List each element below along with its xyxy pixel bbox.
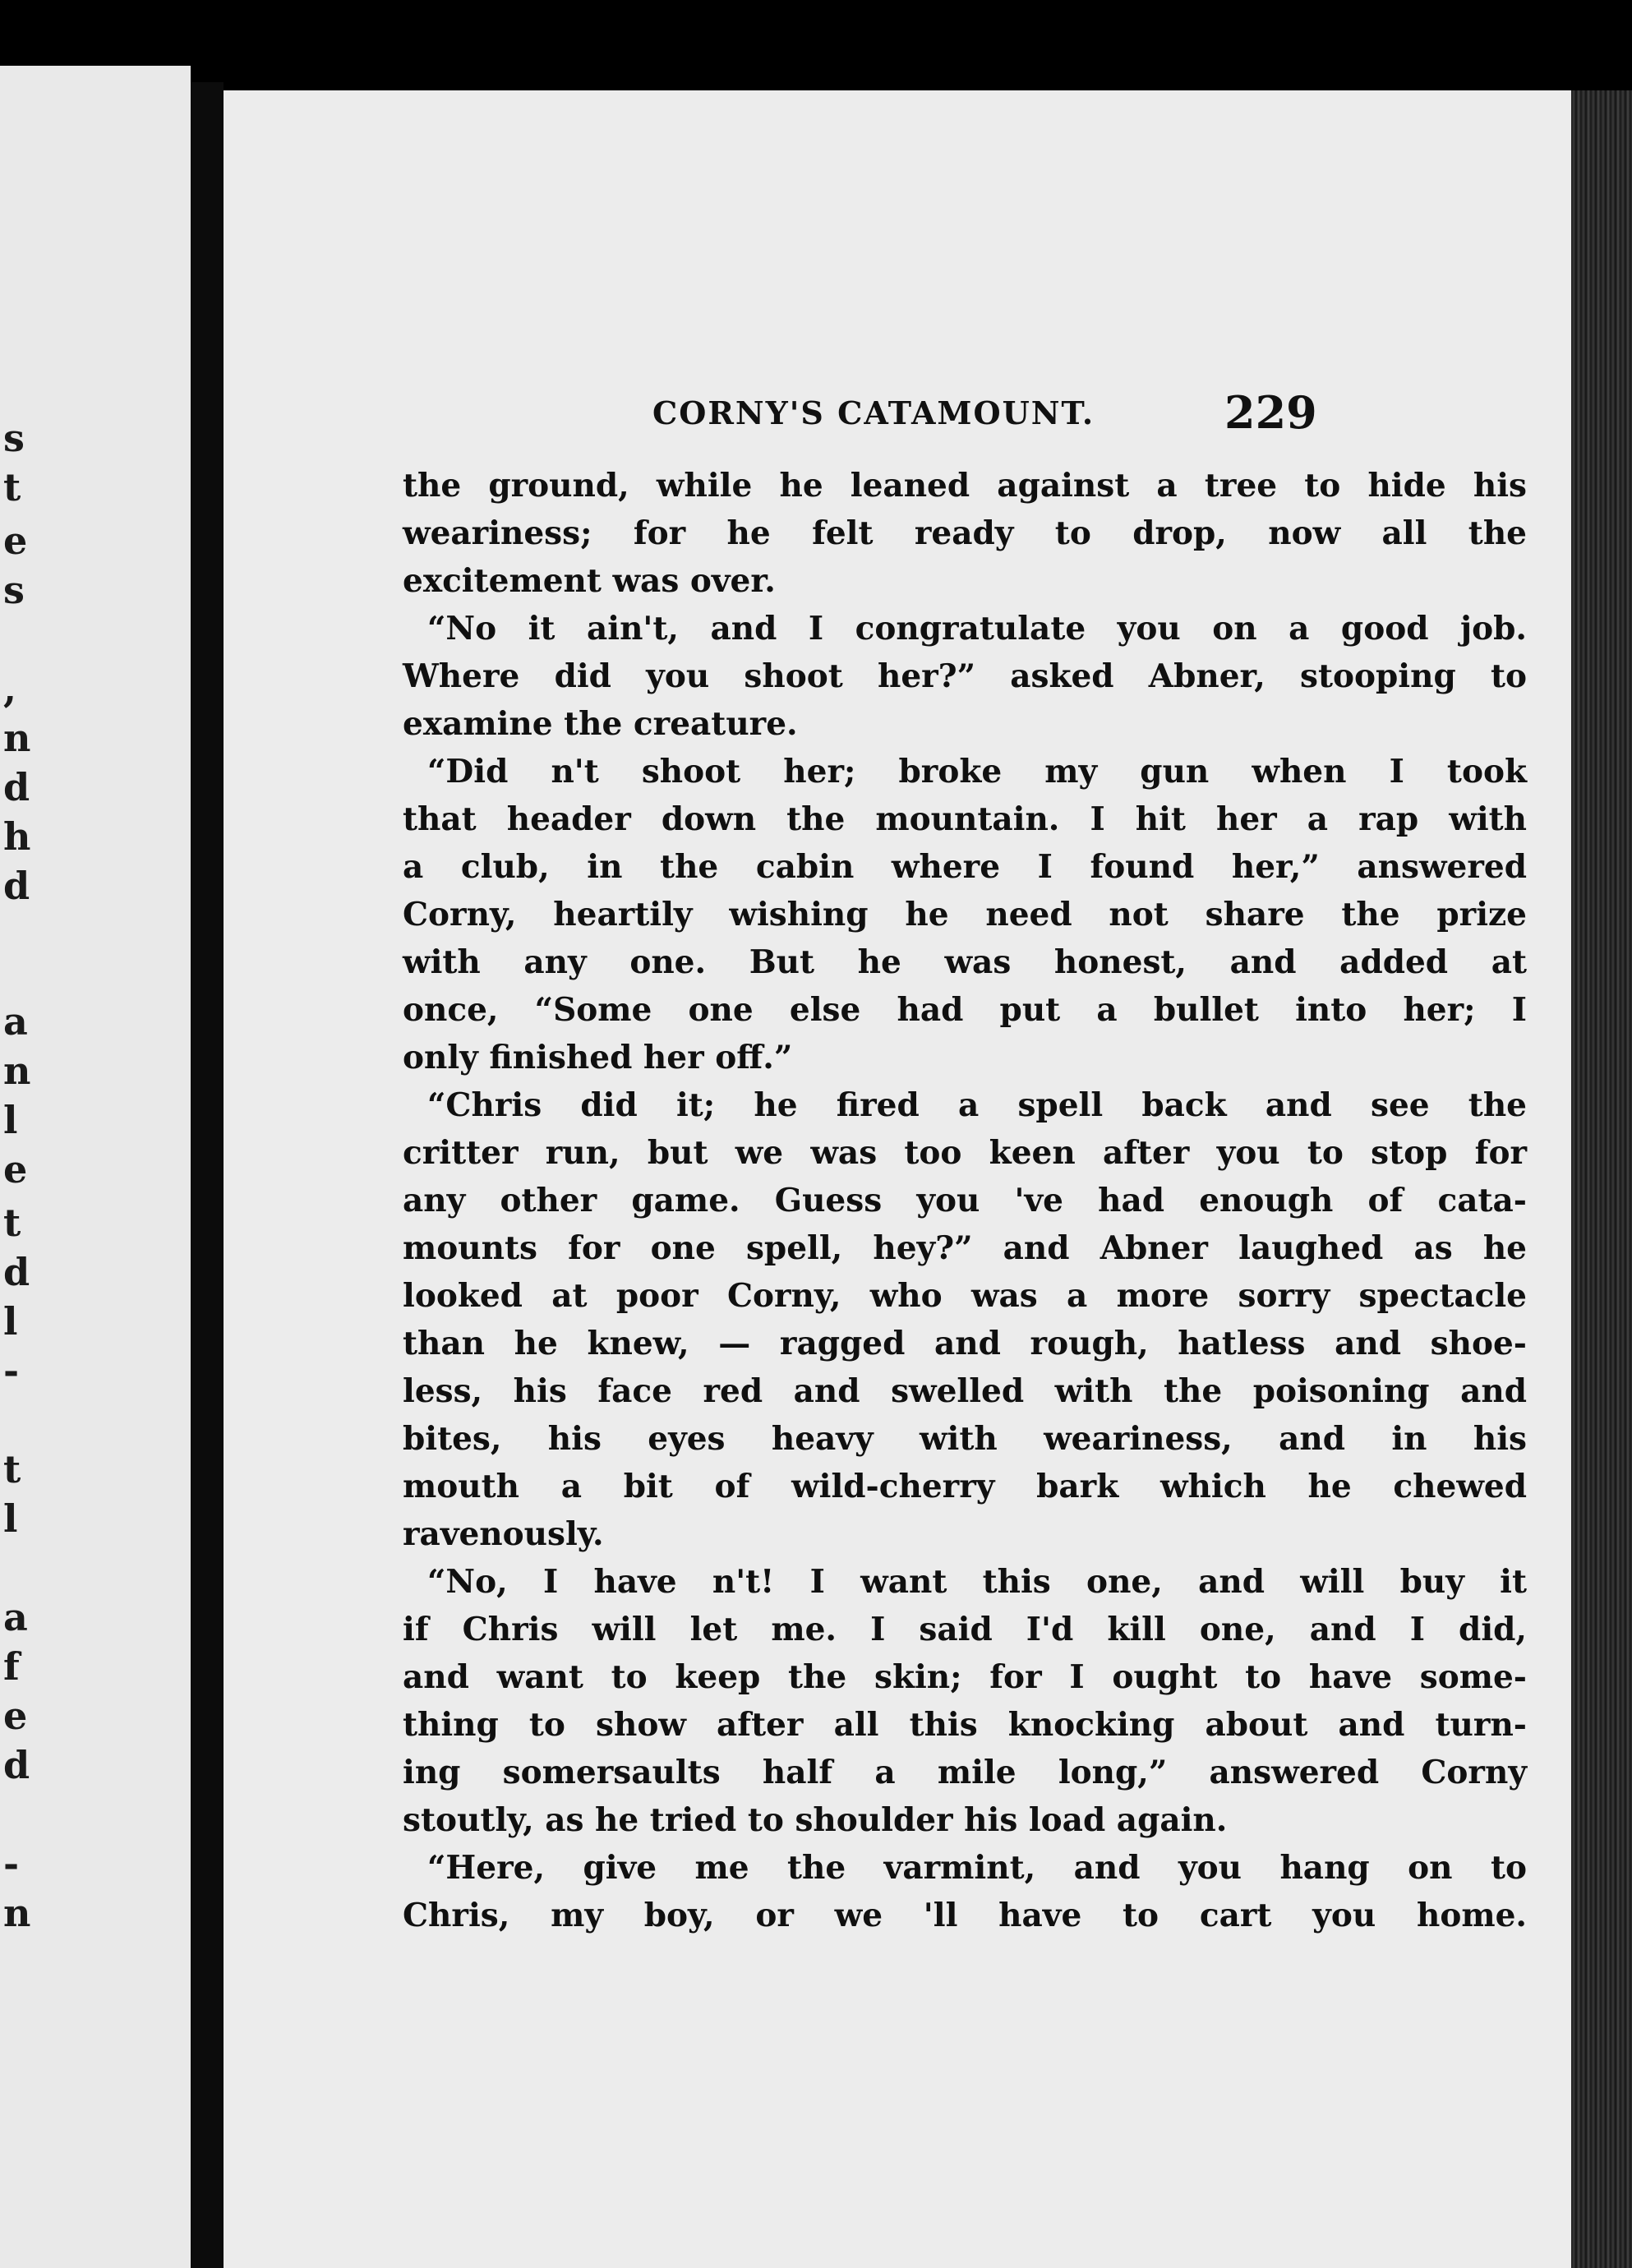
text-line: thing to show after all this knocking about and turn-	[403, 1706, 1527, 1744]
previous-page-letter: h	[3, 814, 31, 859]
book-page	[224, 90, 1571, 2268]
running-head	[224, 386, 1571, 452]
text-line: that header down the mountain. I hit her a rap with	[403, 800, 1527, 838]
text-line: bites, his eyes heavy with weariness, and in his	[403, 1420, 1527, 1458]
previous-page-letter: n	[3, 1891, 31, 1935]
previous-page-letter: n	[3, 1049, 31, 1093]
previous-page-letter: a	[3, 999, 28, 1044]
text-line: the ground, while he leaned against a tree to hide his	[403, 467, 1527, 505]
previous-page-letter: d	[3, 1250, 30, 1294]
previous-page-letter: d	[3, 1743, 30, 1787]
text-line: any other game. Guess you 've had enough of cata-	[403, 1182, 1527, 1219]
page-number: 229	[1224, 386, 1317, 439]
text-line: with any one. But he was honest, and added at	[403, 943, 1527, 981]
text-line: and want to keep the skin; for I ought to have some-	[403, 1658, 1527, 1696]
previous-page-letter: f	[3, 1644, 20, 1689]
previous-page-letter: d	[3, 864, 30, 908]
previous-page-letter: d	[3, 765, 30, 809]
previous-page-letter: l	[3, 1496, 18, 1541]
text-line: once, “Some one else had put a bullet into her; I	[403, 991, 1527, 1029]
previous-page-letter: e	[3, 519, 28, 563]
text-line: ing somersaults half a mile long,” answered Corny	[403, 1754, 1527, 1791]
text-line: mounts for one spell, hey?” and Abner laughed as he	[403, 1229, 1527, 1267]
text-line: “Chris did it; he fired a spell back and see the	[427, 1086, 1527, 1124]
previous-page-text-fragments	[0, 66, 191, 2268]
previous-page-letter: -	[3, 1842, 20, 1886]
previous-page-letter: t	[3, 465, 21, 509]
text-line: than he knew, — ragged and rough, hatless and shoe-	[403, 1325, 1527, 1362]
previous-page-letter: l	[3, 1299, 18, 1344]
book-gutter	[191, 82, 224, 2268]
previous-page-letter: e	[3, 1694, 28, 1738]
previous-page-letter: -	[3, 1348, 20, 1393]
text-line: a club, in the cabin where I found her,” answered	[403, 848, 1527, 886]
previous-page-letter: l	[3, 1098, 18, 1142]
previous-page-letter: ,	[3, 666, 17, 711]
previous-page-letter: t	[3, 1447, 21, 1491]
previous-page-letter: t	[3, 1201, 21, 1245]
previous-page-letter: s	[3, 568, 25, 612]
previous-page-letter: s	[3, 416, 25, 460]
text-line: weariness; for he felt ready to drop, now all the	[403, 514, 1527, 552]
text-line: stoutly, as he tried to shoulder his load again.	[403, 1801, 1228, 1839]
page-stack-edge	[1571, 90, 1632, 2268]
text-line: Chris, my boy, or we 'll have to cart you home.	[403, 1897, 1527, 1934]
text-line: less, his face red and swelled with the poisoning and	[403, 1372, 1527, 1410]
text-line: “No it ain't, and I congratulate you on a good job.	[427, 610, 1527, 648]
body-text	[403, 462, 1527, 1939]
previous-page-letter: a	[3, 1595, 28, 1639]
text-line: critter run, but we was too keen after you to stop for	[403, 1134, 1527, 1172]
text-line: “Did n't shoot her; broke my gun when I took	[427, 753, 1527, 791]
text-line: only finished her off.”	[403, 1039, 793, 1076]
text-line: Corny, heartily wishing he need not share the prize	[403, 896, 1527, 933]
previous-page-edge	[0, 66, 191, 2268]
text-line: ravenously.	[403, 1515, 604, 1553]
text-line: if Chris will let me. I said I'd kill one, and I did,	[403, 1611, 1527, 1648]
previous-page-letter: e	[3, 1147, 28, 1192]
text-line: examine the creature.	[403, 705, 798, 743]
text-line: “No, I have n't! I want this one, and will buy it	[427, 1563, 1527, 1601]
running-title: CORNY'S CATAMOUNT.	[652, 394, 1095, 431]
previous-page-letter: n	[3, 716, 31, 760]
text-line: excitement was over.	[403, 562, 776, 600]
text-line: looked at poor Corny, who was a more sorry spectacle	[403, 1277, 1527, 1315]
text-line: Where did you shoot her?” asked Abner, stooping to	[403, 657, 1527, 695]
text-line: mouth a bit of wild-cherry bark which he chewed	[403, 1468, 1527, 1505]
text-line: “Here, give me the varmint, and you hang on to	[427, 1849, 1527, 1887]
